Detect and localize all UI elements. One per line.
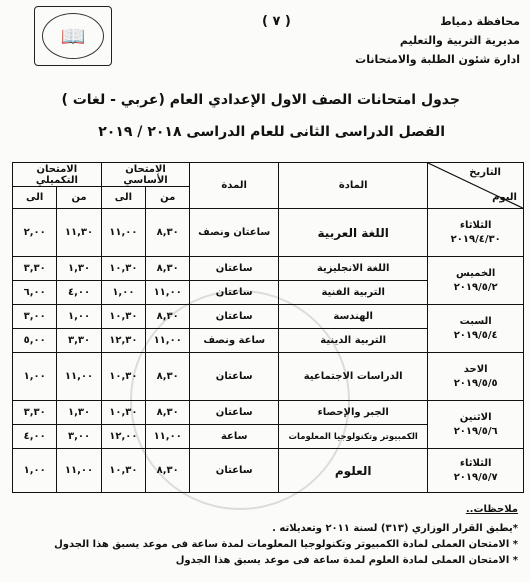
basic-to-cell: ١٠,٣٠ [101,401,145,425]
date-cell [428,257,524,305]
date-label: ٢٠١٩/٥/٦ [453,425,498,437]
subject-cell: العلوم [279,449,428,493]
day-label: السبت [459,315,492,327]
supp-from-cell: ١,٠٠ [57,305,101,329]
header-supplementary-exam: الامتحان التكميلي [13,163,102,187]
subject-cell: الجبر والإحصاء [279,401,428,425]
duration-cell: ساعة [190,425,279,449]
basic-to-cell: ١٠,٣٠ [101,449,145,493]
note-item: *يطبق القرار الوزاري (٣١٣) لسنة ٢٠١١ وتعديلاته . [272,523,518,534]
table-row [13,305,524,329]
ministry-logo [34,6,112,66]
header-basic-exam: الامتحان الأساسي [101,163,190,187]
supp-from-cell: ٣,٠٠ [57,425,101,449]
basic-from-cell: ٨,٣٠ [146,257,190,281]
basic-to-cell: ١٢,٣٠ [101,329,145,353]
basic-from-cell: ٨,٣٠ [146,209,190,257]
duration-cell: ساعتان ونصف [190,209,279,257]
basic-from-cell: ٨,٣٠ [146,449,190,493]
notes-title: ملاحظات.. [465,504,518,515]
header-supp-from: من [57,187,101,209]
table-row [13,257,524,281]
table-row [13,209,524,257]
header-duration: المدة [190,163,279,209]
basic-from-cell: ١١,٠٠ [146,281,190,305]
header-subject: المادة [279,163,428,209]
date-cell [428,209,524,257]
header-block [355,12,520,69]
basic-to-cell: ١٠,٣٠ [101,305,145,329]
supp-from-cell: ٤,٠٠ [57,281,101,305]
basic-from-cell: ١١,٠٠ [146,329,190,353]
header-department: ادارة شئون الطلبة والامتحانات [355,53,520,66]
header-date: التاريخ [469,167,501,178]
supp-from-cell: ١١,٠٠ [57,353,101,401]
supp-to-cell: ٣,٣٠ [13,257,57,281]
supp-from-cell: ١,٣٠ [57,401,101,425]
duration-cell: ساعتان [190,449,279,493]
duration-cell: ساعتان [190,353,279,401]
basic-from-cell: ٨,٣٠ [146,353,190,401]
subject-cell: التربية الفنية [279,281,428,305]
header-basic-to: الى [101,187,145,209]
basic-to-cell: ١٢,٠٠ [101,425,145,449]
subject-cell: التربية الدينية [279,329,428,353]
header-supp-to: الى [13,187,57,209]
supp-to-cell: ٢,٠٠ [13,209,57,257]
header-governorate: محافظة دمياط [440,15,520,28]
table-row [13,353,524,401]
note-item: * الامتحان العملى لمادة العلوم لمدة ساعة فى موعد يسبق هذا الجدول [175,555,518,566]
exam-schedule-table [12,162,524,493]
supp-from-cell: ١,٣٠ [57,257,101,281]
header-date-day [428,163,524,209]
supp-to-cell: ٦,٠٠ [13,281,57,305]
supp-from-cell: ١١,٣٠ [57,209,101,257]
basic-from-cell: ٨,٣٠ [146,305,190,329]
day-label: الاثنين [459,411,492,423]
basic-from-cell: ٨,٣٠ [146,401,190,425]
date-cell [428,353,524,401]
basic-to-cell: ١٠,٣٠ [101,257,145,281]
subject-cell: اللغة العربية [279,209,428,257]
supp-to-cell: ١,٠٠ [13,449,57,493]
day-label: الثلاثاء [459,219,492,231]
supp-to-cell: ٥,٠٠ [13,329,57,353]
note-item: * الامتحان العملى لمادة الكمبيوتر وتكنولوجيا المعلومات لمدة ساعة فى موعد يسبق هذا الجدول [54,539,518,550]
date-label: ٢٠١٩/٥/٢ [453,281,498,293]
supp-from-cell: ٣,٣٠ [57,329,101,353]
supp-from-cell: ١١,٠٠ [57,449,101,493]
header-day: اليوم [492,192,517,203]
basic-to-cell: ١٠,٣٠ [101,353,145,401]
duration-cell: ساعتان [190,401,279,425]
page-number: ( ٧ ) [262,14,291,29]
date-cell [428,449,524,493]
basic-from-cell: ١١,٠٠ [146,425,190,449]
duration-cell: ساعتان [190,305,279,329]
date-label: ٢٠١٩/٤/٣٠ [450,233,501,245]
date-label: ٢٠١٩/٥/٧ [453,471,498,483]
table-row [13,449,524,493]
supp-to-cell: ٤,٠٠ [13,425,57,449]
duration-cell: ساعتان [190,257,279,281]
page-subtitle: الفصل الدراسى الثانى للعام الدراسى ٢٠١٨ / ٢٠١٩ [98,124,445,140]
day-label: الثلاثاء [459,457,492,469]
subject-cell: الكمبيوتر وتكنولوجيا المعلومات [279,425,428,449]
date-label: ٢٠١٩/٥/٥ [453,377,498,389]
subject-cell: الهندسة [279,305,428,329]
date-label: ٢٠١٩/٥/٤ [453,329,498,341]
supp-to-cell: ٣,٣٠ [13,401,57,425]
duration-cell: ساعتان [190,281,279,305]
table-header-row [13,163,524,187]
subject-cell: اللغة الانجليزية [279,257,428,281]
date-cell [428,401,524,449]
supp-to-cell: ٣,٠٠ [13,305,57,329]
day-label: الاحد [463,363,488,375]
supp-to-cell: ١,٠٠ [13,353,57,401]
duration-cell: ساعة ونصف [190,329,279,353]
date-cell [428,305,524,353]
day-label: الخميس [456,267,496,279]
basic-to-cell: ١,٠٠ [101,281,145,305]
page-title: جدول امتحانات الصف الاول الإعدادي العام (عربي - لغات ) [61,92,460,108]
table-row [13,401,524,425]
notes-block [54,502,518,569]
basic-to-cell: ١١,٠٠ [101,209,145,257]
header-directorate: مديرية التربية والتعليم [399,34,520,47]
subject-cell: الدراسات الاجتماعية [279,353,428,401]
book-icon: 📖 [42,13,104,59]
header-basic-from: من [146,187,190,209]
